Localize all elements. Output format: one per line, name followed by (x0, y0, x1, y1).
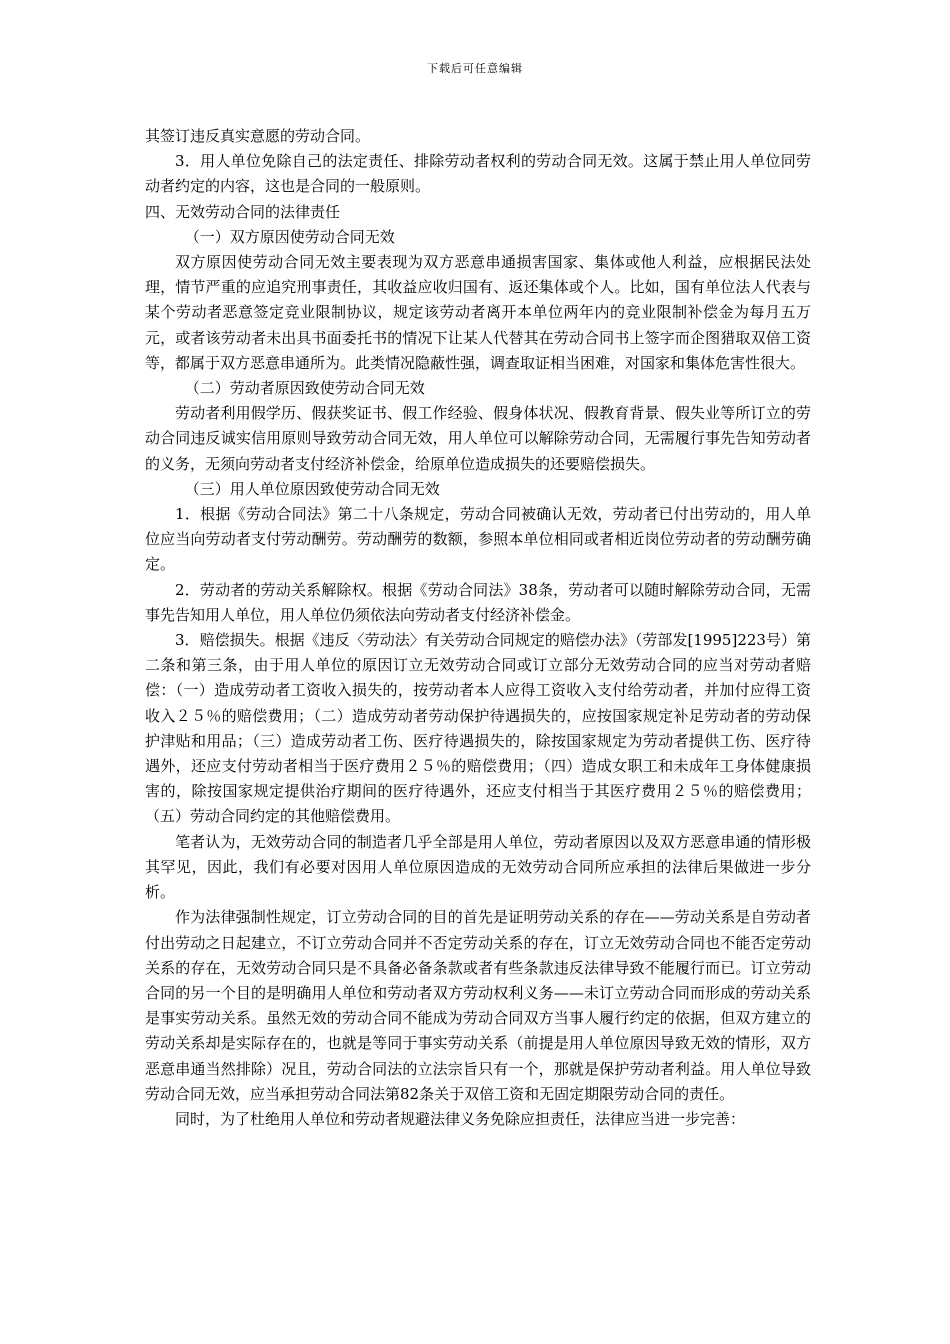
subheading-3: （三）用人单位原因致使劳动合同无效 (184, 479, 440, 498)
paragraph-continuation: 其签订违反真实意愿的劳动合同。 (145, 127, 371, 145)
paragraph-item-3: 3．用人单位免除自己的法定责任、排除劳动者权利的劳动合同无效。这属于禁止用人单位同劳动者约定的内容，这也是合同的一般原则。 (145, 152, 811, 196)
document-body (145, 124, 811, 1132)
paragraph-employer-item-3: 3．赔偿损失。根据《违反〈劳动法〉有关劳动合同规定的赔偿办法》（劳部发[1995]223号）第二条和第三条，由于用人单位的原因订立无效劳动合同或订立部分无效劳动合同的应当对劳动者赔偿：（一）造成劳动者工资收入损失的，按劳动者本人应得工资收入支付给劳动者，并加付应得工资收入２５％的赔偿费用；（二）造成劳动者劳动保护待遇损失的，应按国家规定补足劳动者的劳动保护津贴和用品；（三）造成劳动者工伤、医疗待遇损失的，除按国家规定为劳动者提供工伤、医疗待遇外，还应支付劳动者相当于医疗费用２５％的赔偿费用；（四）造成女职工和未成年工身体健康损害的，除按国家规定提供治疗期间的医疗待遇外，还应支付相当于其医疗费用２５％的赔偿费用；（五）劳动合同约定的其他赔偿费用。 (145, 631, 811, 826)
subheading-2: （二）劳动者原因致使劳动合同无效 (184, 379, 425, 398)
paragraph-worker-cause: 劳动者利用假学历、假获奖证书、假工作经验、假身体状况、假教育背景、假失业等所订立的劳动合同违反诚实信用原则导致劳动合同无效，用人单位可以解除劳动合同，无需履行事先告知劳动者的义务，无须向劳动者支付经济补偿金，给原单位造成损失的还要赔偿损失。 (145, 404, 811, 473)
paragraph-conclusion: 同时，为了杜绝用人单位和劳动者规避法律义务免除应担责任，法律应当进一步完善： (175, 1109, 746, 1128)
subheading-1: （一）双方原因使劳动合同无效 (184, 227, 395, 246)
paragraph-employer-item-2: 2．劳动者的劳动关系解除权。根据《劳动合同法》38条，劳动者可以随时解除劳动合同，无需事先告知用人单位，用人单位仍须依法向劳动者支付经济补偿金。 (145, 580, 811, 624)
page-header: 下载后可任意编辑 (427, 62, 523, 75)
paragraph-employer-item-1: 1．根据《劳动合同法》第二十八条规定，劳动合同被确认无效，劳动者已付出劳动的，用人单位应当向劳动者支付劳动酬劳。劳动酬劳的数额，参照本单位相同或者相近岗位劳动者的劳动酬劳确定。 (145, 505, 811, 574)
paragraph-author-view: 笔者认为，无效劳动合同的制造者几乎全部是用人单位，劳动者原因以及双方恶意串通的情形极其罕见，因此，我们有必要对因用人单位原因造成的无效劳动合同所应承担的法律后果做进一步分析。 (145, 832, 811, 902)
paragraph-analysis: 作为法律强制性规定，订立劳动合同的目的首先是证明劳动关系的存在——劳动关系是自劳动者付出劳动之日起建立，不订立劳动合同并不否定劳动关系的存在，订立无效劳动合同也不能否定劳动关系的存在，无效劳动合同只是不具备必备条款或者有些条款违反法律导致不能履行而已。订立劳动合同的另一个目的是明确用人单位和劳动者双方劳动权利义务——未订立劳动合同而形成的劳动关系是事实劳动关系。虽然无效的劳动合同不能成为劳动合同双方当事人履行约定的依据，但双方建立的劳动关系却是实际存在的，也就是等同于事实劳动关系（前提是用人单位原因导致无效的情形，双方恶意串通当然排除）况且，劳动合同法的立法宗旨只有一个，那就是保护劳动者利益。用人单位导致劳动合同无效，应当承担劳动合同法第82条关于双倍工资和无固定期限劳动合同的责任。 (145, 908, 811, 1103)
section-heading-4: 四、无效劳动合同的法律责任 (145, 202, 341, 221)
paragraph-mutual-cause: 双方原因使劳动合同无效主要表现为双方恶意串通损害国家、集体或他人利益，应根据民法处理，情节严重的应追究刑事责任，其收益应收归国有、返还集体或个人。比如，国有单位法人代表与某个劳动者恶意签定竞业限制协议，规定该劳动者离开本单位两年内的竞业限制补偿金为每月五万元，或者该劳动者未出具书面委托书的情况下让某人代替其在劳动合同书上签字而企图猎取双倍工资等，都属于双方恶意串通所为。此类情况隐蔽性强，调查取证相当困难，对国家和集体危害性很大。 (145, 253, 811, 372)
